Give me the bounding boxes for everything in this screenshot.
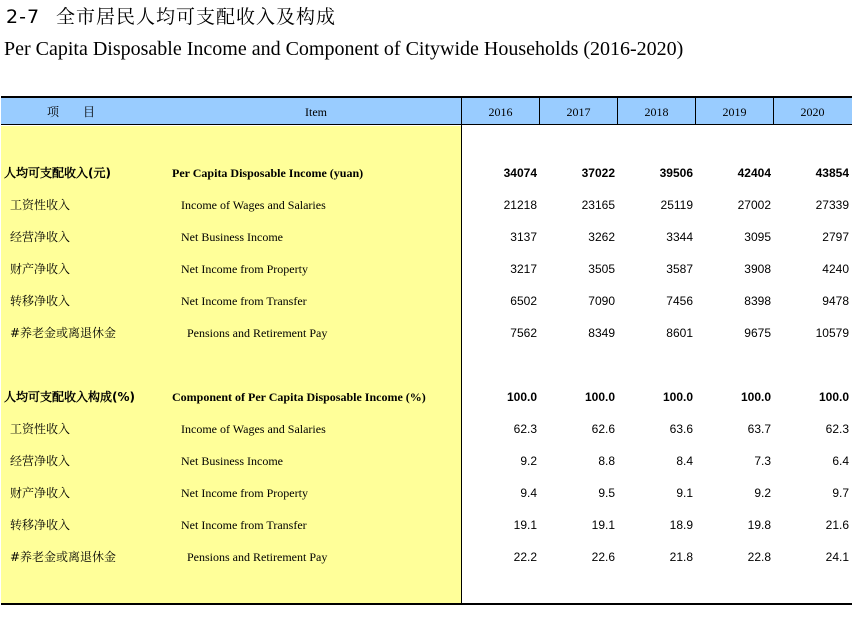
value-cell-2017: 19.1 — [591, 518, 615, 532]
row-label-en: Net Income from Property — [181, 486, 308, 500]
table-row — [0, 157, 852, 189]
value-cell-2017: 23165 — [581, 198, 615, 212]
table-title-chinese — [6, 4, 336, 30]
value-cell-2019: 3095 — [744, 230, 771, 244]
header-year-2020: 2020 — [800, 105, 825, 119]
value-cell-2016: 9.4 — [520, 486, 537, 500]
row-label-cn: 财产净收入 — [10, 262, 71, 276]
value-cell-2017: 62.6 — [591, 422, 615, 436]
value-cell-2018: 9.1 — [676, 486, 693, 500]
table-row — [0, 221, 852, 253]
value-cell-2019: 3908 — [744, 262, 771, 276]
value-cell-2020: 2797 — [822, 230, 849, 244]
row-label-en: Component of Per Capita Disposable Income (%) — [172, 390, 426, 404]
value-cell-2017: 100.0 — [584, 390, 615, 404]
table-row — [0, 317, 852, 349]
value-cell-2016: 34074 — [503, 166, 537, 180]
row-label-en: Per Capita Disposable Income (yuan) — [172, 166, 364, 180]
value-cell-2020: 100.0 — [818, 390, 849, 404]
row-label-en: Net Income from Property — [181, 262, 308, 276]
value-cell-2020: 27339 — [815, 198, 849, 212]
header-year-2018: 2018 — [644, 105, 669, 119]
value-cell-2016: 3217 — [510, 262, 537, 276]
header-item-en: Item — [305, 105, 327, 119]
value-cell-2018: 3344 — [666, 230, 693, 244]
header-year-2017: 2017 — [566, 105, 591, 119]
value-cell-2019: 9.2 — [754, 486, 771, 500]
value-cell-2018: 7456 — [666, 294, 693, 308]
header-item-cn: 项 目 — [46, 105, 95, 119]
value-cell-2017: 8349 — [588, 326, 615, 340]
value-cell-2016: 19.1 — [513, 518, 537, 532]
row-label-cn: 人均可支配收入(元) — [4, 166, 111, 180]
value-cell-2017: 9.5 — [598, 486, 615, 500]
row-label-cn: 人均可支配收入构成(%) — [4, 390, 135, 404]
value-cell-2018: 21.8 — [669, 550, 693, 564]
value-cell-2018: 8601 — [666, 326, 693, 340]
row-label-en: Pensions and Retirement Pay — [187, 326, 328, 340]
value-cell-2019: 19.8 — [747, 518, 771, 532]
value-cell-2020: 10579 — [815, 326, 849, 340]
value-cell-2016: 3137 — [510, 230, 537, 244]
table-row — [0, 509, 852, 541]
table-row — [0, 189, 852, 221]
row-label-en: Net Income from Transfer — [181, 294, 307, 308]
row-label-cn: 转移净收入 — [10, 294, 71, 308]
row-label-cn: #养老金或离退休金 — [10, 550, 117, 564]
value-cell-2017: 37022 — [581, 166, 615, 180]
value-cell-2017: 3505 — [588, 262, 615, 276]
title-chinese-text: 全市居民人均可支配收入及构成 — [56, 6, 337, 28]
table-bottom-rule — [1, 603, 852, 605]
value-cell-2019: 22.8 — [747, 550, 771, 564]
value-cell-2016: 21218 — [503, 198, 537, 212]
row-label-cn: 财产净收入 — [10, 486, 71, 500]
value-cell-2020: 4240 — [822, 262, 849, 276]
row-label-en: Net Income from Transfer — [181, 518, 307, 532]
table-number: 2-7 — [6, 6, 41, 28]
value-cell-2016: 9.2 — [520, 454, 537, 468]
value-cell-2019: 100.0 — [740, 390, 771, 404]
value-cell-2018: 100.0 — [662, 390, 693, 404]
value-cell-2019: 42404 — [737, 166, 771, 180]
row-label-en: Net Business Income — [181, 230, 283, 244]
value-cell-2018: 39506 — [659, 166, 693, 180]
value-cell-2018: 18.9 — [669, 518, 693, 532]
value-cell-2019: 63.7 — [747, 422, 771, 436]
value-cell-2017: 8.8 — [598, 454, 615, 468]
value-cell-2016: 62.3 — [513, 422, 537, 436]
table-row — [0, 253, 852, 285]
value-cell-2020: 62.3 — [825, 422, 849, 436]
header-year-2016: 2016 — [488, 105, 513, 119]
value-cell-2018: 8.4 — [676, 454, 693, 468]
row-label-cn: 工资性收入 — [10, 198, 71, 212]
value-cell-2020: 9478 — [822, 294, 849, 308]
header-year-2019: 2019 — [722, 105, 747, 119]
value-cell-2019: 27002 — [737, 198, 771, 212]
table-header — [1, 96, 852, 125]
table-row — [0, 381, 852, 413]
value-cell-2016: 22.2 — [513, 550, 537, 564]
table-row — [0, 477, 852, 509]
value-cell-2020: 24.1 — [825, 550, 849, 564]
table-title-english: Per Capita Disposable Income and Component of Citywide Households (2016-2020) — [4, 38, 684, 60]
value-cell-2019: 8398 — [744, 294, 771, 308]
row-label-cn: 经营净收入 — [10, 454, 71, 468]
row-label-cn: #养老金或离退休金 — [10, 326, 117, 340]
row-label-cn: 工资性收入 — [10, 422, 71, 436]
row-label-en: Net Business Income — [181, 454, 283, 468]
value-cell-2020: 21.6 — [825, 518, 849, 532]
row-label-en: Income of Wages and Salaries — [181, 198, 326, 212]
value-cell-2016: 6502 — [510, 294, 537, 308]
value-cell-2019: 9675 — [744, 326, 771, 340]
value-cell-2017: 7090 — [588, 294, 615, 308]
value-cell-2020: 9.7 — [832, 486, 849, 500]
row-label-en: Pensions and Retirement Pay — [187, 550, 328, 564]
row-label-cn: 转移净收入 — [10, 518, 71, 532]
table-row — [0, 285, 852, 317]
value-cell-2018: 3587 — [666, 262, 693, 276]
row-label-en: Income of Wages and Salaries — [181, 422, 326, 436]
table-row — [0, 541, 852, 573]
value-cell-2016: 100.0 — [506, 390, 537, 404]
row-label-cn: 经营净收入 — [10, 230, 71, 244]
value-cell-2018: 63.6 — [669, 422, 693, 436]
value-cell-2020: 43854 — [815, 166, 849, 180]
value-cell-2017: 3262 — [588, 230, 615, 244]
value-cell-2017: 22.6 — [591, 550, 615, 564]
value-cell-2018: 25119 — [660, 198, 693, 212]
table-row — [0, 445, 852, 477]
table-row — [0, 413, 852, 445]
value-cell-2016: 7562 — [510, 326, 537, 340]
value-cell-2019: 7.3 — [754, 454, 771, 468]
value-cell-2020: 6.4 — [832, 454, 849, 468]
